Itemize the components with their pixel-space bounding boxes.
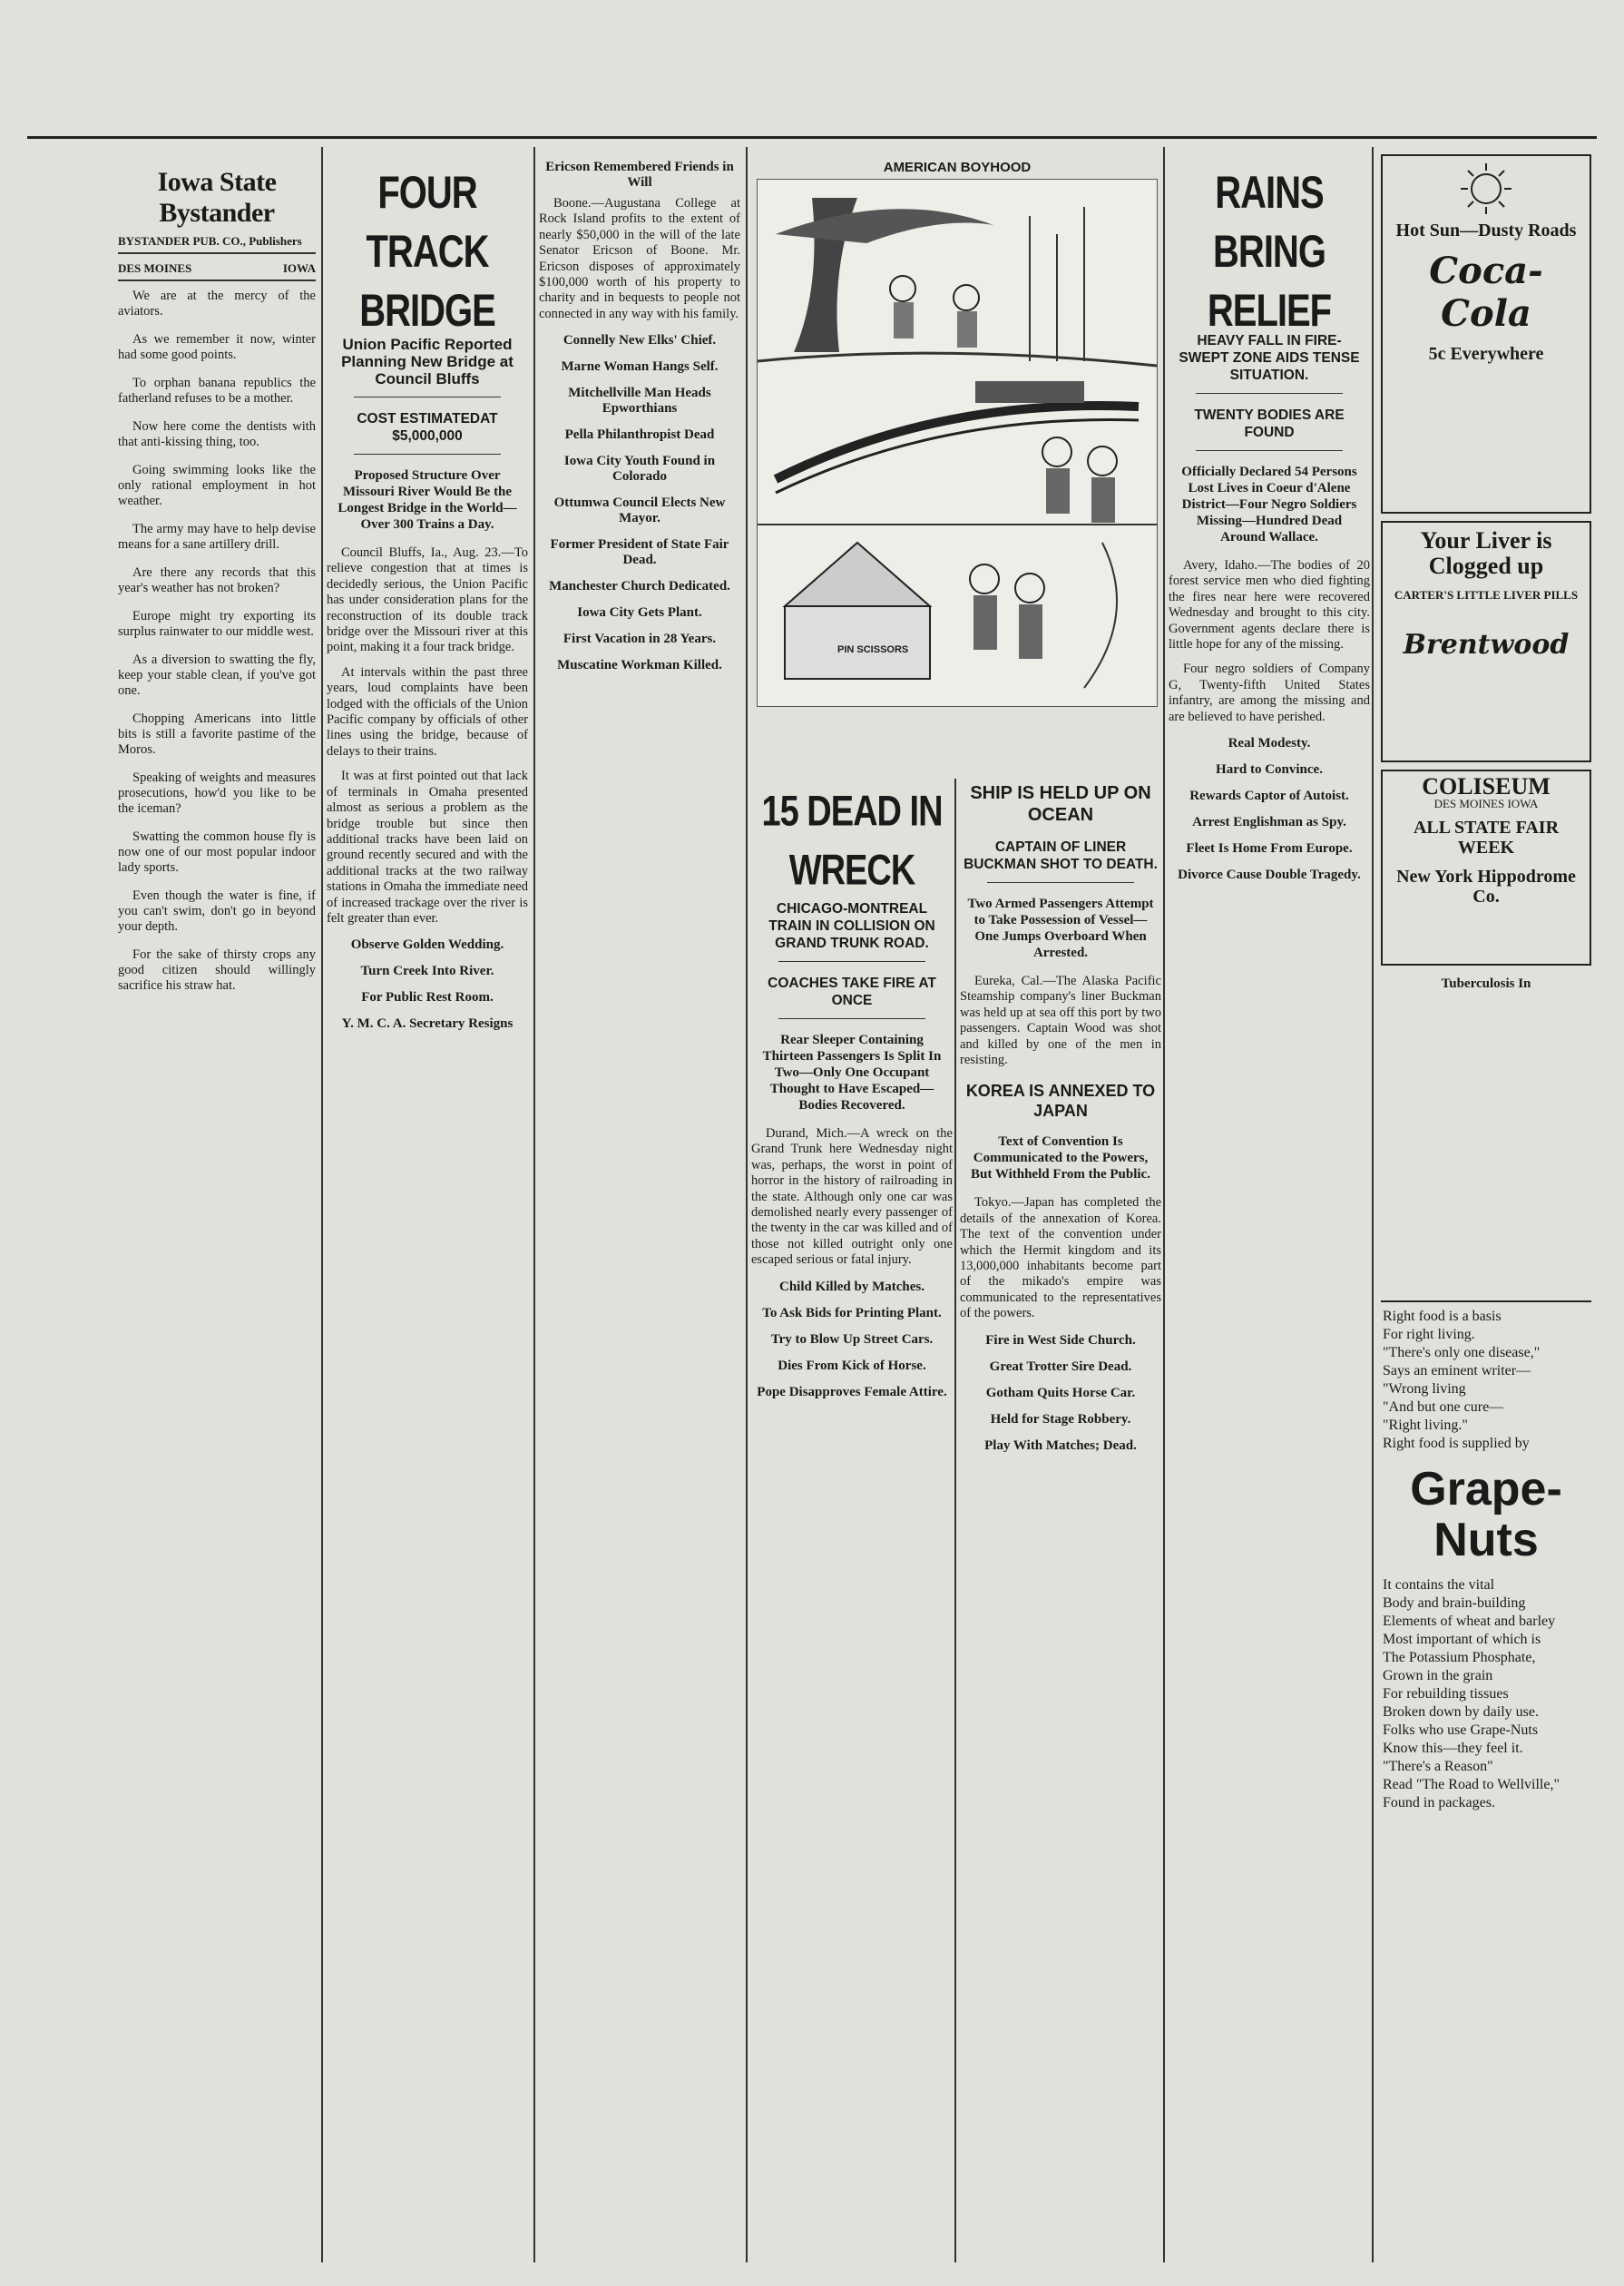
paragraph: It was at first pointed out that lack of terminals in Omaha presented almost as serious a problem as the bridge trouble but since then additional tracks have been laid on ground recently secured and with the additional tracks at the two railway stations in Omaha the immediate need of increased trackage over the river is felt greater than ever. (327, 769, 528, 926)
deck-rule (778, 961, 925, 962)
paragraph: Speaking of weights and measures prosecutions, how'd you like to be the iceman? (118, 770, 316, 816)
publisher-line (118, 234, 316, 254)
deck-rule (354, 454, 501, 455)
ad-line: Know this—they feel it. (1383, 1741, 1523, 1756)
liver-headline: Your Liver is Clogged up (1420, 527, 1552, 579)
brief-heading: Pope Disapproves Female Attire. (757, 1384, 947, 1399)
brief-heading: Fire in West Side Church. (985, 1332, 1136, 1348)
column-wreck-story (751, 779, 953, 2262)
brief-heading: Pella Philanthropist Dead (564, 427, 715, 443)
headline-rains: RAINS BRING RELIEF (1207, 168, 1332, 336)
coliseum-city: DES MOINES IOWA (1433, 797, 1539, 810)
paragraph: As we remember it now, winter had some good points. (118, 332, 316, 362)
subdeck-bridge: Proposed Structure Over Missouri River Would Be the Longest Bridge in the World—Over 300 Trains a Day. (338, 468, 517, 532)
brief-heading: Dies From Kick of Horse. (778, 1358, 926, 1373)
deck-ship: CAPTAIN OF LINER BUCKMAN SHOT TO DEATH. (964, 839, 1158, 872)
column-editorial (118, 147, 316, 2262)
ad-carters-pills (1381, 521, 1591, 762)
paragraph: Four negro soldiers of Company G, Twenty-fifth United States infantry, are among the missing and are believed to have perished. (1169, 662, 1370, 724)
ad-line: For right living. (1383, 1327, 1475, 1342)
ad-line: "And but one cure— (1383, 1399, 1504, 1415)
liver-signature: Brentwood (1403, 629, 1570, 661)
ad-line: "Right living." (1383, 1418, 1468, 1433)
state: IOWA (282, 261, 316, 275)
coke-headline: Hot Sun—Dusty Roads (1395, 221, 1577, 240)
subhead-korea: Text of Convention Is Communicated to the Powers, But Withheld From the Public. (971, 1134, 1150, 1182)
ad-line: Found in packages. (1383, 1795, 1495, 1810)
paragraph: Boone.—Augustana College at Rock Island profits to the extent of nearly $50,000 in the will of the late Senator Ericson of Boone. Mr. Ericson disposes of approximately $100,000 worth of his property to charity and in bequests to people not connected in any way with his family. (539, 196, 740, 321)
ad-line: Grown in the grain (1383, 1668, 1493, 1683)
brief-heading: Hard to Convince. (1216, 762, 1323, 778)
ad-line: Most important of which is (1383, 1632, 1541, 1647)
deck-rule (1196, 393, 1343, 394)
brief-heading: Y. M. C. A. Secretary Resigns (341, 1016, 514, 1032)
brief-heading: Try to Blow Up Street Cars. (770, 1331, 934, 1347)
brief-heading: Great Trotter Sire Dead. (989, 1359, 1132, 1374)
brief-heading: Former President of State Fair Dead. (550, 537, 729, 568)
ad-coliseum (1381, 770, 1591, 966)
brief-heading: Held for Stage Robbery. (990, 1411, 1131, 1427)
paragraph: At intervals within the past three years, loud complaints have been lodged with the officials of the Union Pacific company by officials of other lines using the bridge, because of delays to their trains. (327, 664, 528, 759)
liver-brand: CARTER'S LITTLE LIVER PILLS (1394, 588, 1579, 602)
brief-heading: Iowa City Gets Plant. (577, 605, 702, 621)
paragraph: Now here come the dentists with that anti-kissing thing, too. (118, 419, 316, 449)
brief-heading: Manchester Church Dedicated. (549, 579, 730, 594)
paragraph: Going swimming looks like the only rational employment in hot weather. (118, 463, 316, 508)
brief-heading: Gotham Quits Horse Car. (985, 1385, 1136, 1400)
paragraph: Eureka, Cal.—The Alaska Pacific Steamship company's liner Buckman was held up at sea off this port by two passengers. Captain Wood was shot and killed by one of the men in resisting. (960, 974, 1161, 1068)
brief-heading: Muscatine Workman Killed. (557, 658, 722, 673)
column-rule (1372, 147, 1374, 2262)
paragraph: Avery, Idaho.—The bodies of 20 forest service men who died fighting the fires near here were recovered Wednesday and brought to this city. Government agents declare there is little hope for any of the missing. (1169, 558, 1370, 652)
column-rule (533, 147, 535, 2262)
brief-heading: Ottumwa Council Elects New Mayor. (553, 495, 726, 526)
column-iowa-briefs (539, 147, 740, 2262)
paragraph: Are there any records that this year's weather has not broken? (118, 565, 316, 595)
brief-heading: Tuberculosis In (1441, 976, 1531, 991)
brief-heading: Play With Matches; Dead. (984, 1437, 1137, 1453)
ad-line: Folks who use Grape-Nuts (1383, 1722, 1539, 1738)
ad-line: "There's only one disease," (1383, 1345, 1541, 1360)
column-rule (1163, 147, 1165, 2262)
coliseum-title: COLISEUM (1422, 773, 1551, 800)
subhead-ship: Two Armed Passengers Attempt to Take Possession of Vessel—One Jumps Overboard When Arrested. (967, 897, 1154, 960)
brief-heading: Ericson Remembered Friends in Will (545, 160, 734, 190)
paragraph: Europe might try exporting its surplus rainwater to our middle west. (118, 609, 316, 639)
column-bridge-story (327, 147, 528, 2262)
ad-line: Says an eminent writer— (1383, 1363, 1531, 1378)
brief-heading: Fleet Is Home From Europe. (1186, 841, 1353, 857)
ad-coca-cola (1381, 154, 1591, 514)
deck-rains: HEAVY FALL IN FIRE-SWEPT ZONE AIDS TENSE SITUATION. (1179, 333, 1360, 383)
paragraph: To orphan banana republics the fatherland refuses to be a mother. (118, 376, 316, 406)
grape-nuts-brand: Grape-Nuts (1410, 1463, 1562, 1566)
brief-heading: To Ask Bids for Printing Plant. (762, 1305, 942, 1320)
paragraph: Tokyo.—Japan has completed the details of the annexation of Korea. The text of the convention under which the Hermit kingdom and its 13,000,000 inhabitants become part of the mikado's empire was communicated to the representatives of the powers. (960, 1195, 1161, 1321)
deck-wreck: CHICAGO-MONTREAL TRAIN IN COLLISION ON GRAND TRUNK ROAD. (768, 901, 935, 951)
brief-heading: Divorce Cause Double Tragedy. (1178, 868, 1361, 883)
coke-price: 5c Everywhere (1428, 344, 1544, 364)
subhead-rains: Officially Declared 54 Persons Lost Lives in Coeur d'Alene District—Four Negro Soldiers Missing—Hundred Dead Around Wallace. (1181, 465, 1357, 545)
masthead: Iowa State Bystander (157, 167, 277, 228)
brief-heading: Turn Creek Into River. (360, 964, 494, 979)
ad-line: "Wrong living (1383, 1381, 1466, 1397)
paragraph: As a diversion to swatting the fly, keep your stable clean, if you've got one. (118, 652, 316, 698)
coke-brand: Coca-Cola (1429, 250, 1543, 335)
subdeck-rains: TWENTY BODIES ARE FOUND (1194, 407, 1345, 440)
deck-bridge: Union Pacific Reported Planning New Bridge at Council Bluffs (341, 336, 514, 388)
brief-heading: Marne Woman Hangs Self. (561, 359, 719, 375)
ad-grape-nuts (1381, 1300, 1591, 1818)
brief-heading: For Public Rest Room. (361, 990, 494, 1006)
cartoon-illustration (757, 179, 1158, 707)
headline-ship: SHIP IS HELD UP ON OCEAN (970, 783, 1151, 825)
brief-heading: Rewards Captor of Autoist. (1189, 789, 1349, 804)
ad-line: The Potassium Phosphate, (1383, 1650, 1536, 1665)
sun-icon (1450, 162, 1522, 216)
ad-line: Right food is a basis (1383, 1309, 1502, 1324)
paragraph: Council Bluffs, Ia., Aug. 23.—To relieve congestion that at times is decidedly serious, the Union Pacific has under consideration plans for the reconstruction of its double track bridge over the Missouri river at this point, making it a four track bridge. (327, 545, 528, 655)
paragraph: Even though the water is fine, if you can't swim, don't go in beyond your depth. (118, 888, 316, 934)
paragraph: For the sake of thirsty crops any good citizen should willingly sacrifice his straw hat. (118, 947, 316, 993)
subhead-wreck: Rear Sleeper Containing Thirteen Passengers Is Split In Two—Only One Occupant Thought to Have Escaped—Bodies Recovered. (762, 1033, 942, 1113)
deck-rule (778, 1018, 925, 1019)
column-advertisements (1377, 147, 1595, 2262)
ad-line: Read "The Road to Wellville," (1383, 1777, 1560, 1792)
dateline (118, 261, 316, 281)
brief-heading: Iowa City Youth Found in Colorado (563, 454, 716, 485)
ad-line: For rebuilding tissues (1383, 1686, 1509, 1702)
publisher: BYSTANDER PUB. CO., Publishers (118, 234, 302, 248)
subdeck-wreck: COACHES TAKE FIRE AT ONCE (768, 976, 936, 1008)
column-fire-story (1169, 147, 1370, 2262)
brief-heading: Arrest Englishman as Spy. (1192, 815, 1346, 830)
ad-line: Body and brain-building (1383, 1595, 1526, 1611)
brief-heading: Child Killed by Matches. (778, 1279, 925, 1294)
paragraph: Chopping Americans into little bits is still a favorite pastime of the Moros. (118, 711, 316, 757)
deck-rule (987, 882, 1134, 883)
deck-rule (1196, 450, 1343, 451)
column-rule (954, 779, 956, 2262)
brief-heading: Mitchellville Man Heads Epworthians (568, 386, 711, 417)
city: DES MOINES (118, 261, 192, 275)
paragraph: Swatting the common house fly is now one of our most popular indoor lady sports. (118, 829, 316, 875)
paragraph: The army may have to help devise means for a sane artillery drill. (118, 522, 316, 552)
paragraph: We are at the mercy of the aviators. (118, 289, 316, 319)
cartoon-drawing (758, 180, 1157, 706)
column-ship-story (960, 779, 1161, 2262)
ad-line: Elements of wheat and barley (1383, 1614, 1556, 1629)
headline-korea: KOREA IS ANNEXED TO JAPAN (965, 1082, 1156, 1121)
ad-line: Broken down by daily use. (1383, 1704, 1539, 1720)
cartoon-title: AMERICAN BOYHOOD (883, 160, 1032, 175)
brief-heading: Observe Golden Wedding. (350, 937, 504, 953)
cost-deck: COST ESTIMATEDAT $5,000,000 (357, 411, 498, 444)
headline-wreck: 15 DEAD IN WRECK (761, 788, 943, 895)
hippodrome: New York Hippodrome Co. (1396, 867, 1576, 907)
brief-heading: Connelly New Elks' Chief. (563, 333, 717, 348)
ad-line: "There's a Reason" (1383, 1759, 1493, 1774)
top-rule (27, 136, 1597, 139)
paragraph: Durand, Mich.—A wreck on the Grand Trunk here Wednesday night was, perhaps, the worst in point of horror in the history of railroading in the state. Although only one car was demolished nearly every passenger of the twenty in the car was killed and of those not killed outright only one escaped serious or fatal injury. (751, 1126, 953, 1268)
ad-line: It contains the vital (1383, 1577, 1495, 1593)
cartoon-caption: PIN SCISSORS (837, 644, 909, 655)
brief-heading: First Vacation in 28 Years. (563, 632, 717, 647)
column-rule (321, 147, 323, 2262)
brief-heading: Real Modesty. (1228, 736, 1311, 751)
ad-line: Right food is supplied by (1383, 1436, 1530, 1451)
headline-bridge: FOUR TRACK BRIDGE (359, 168, 495, 336)
fair-week: ALL STATE FAIR WEEK (1413, 818, 1560, 858)
column-rule (746, 147, 748, 2262)
